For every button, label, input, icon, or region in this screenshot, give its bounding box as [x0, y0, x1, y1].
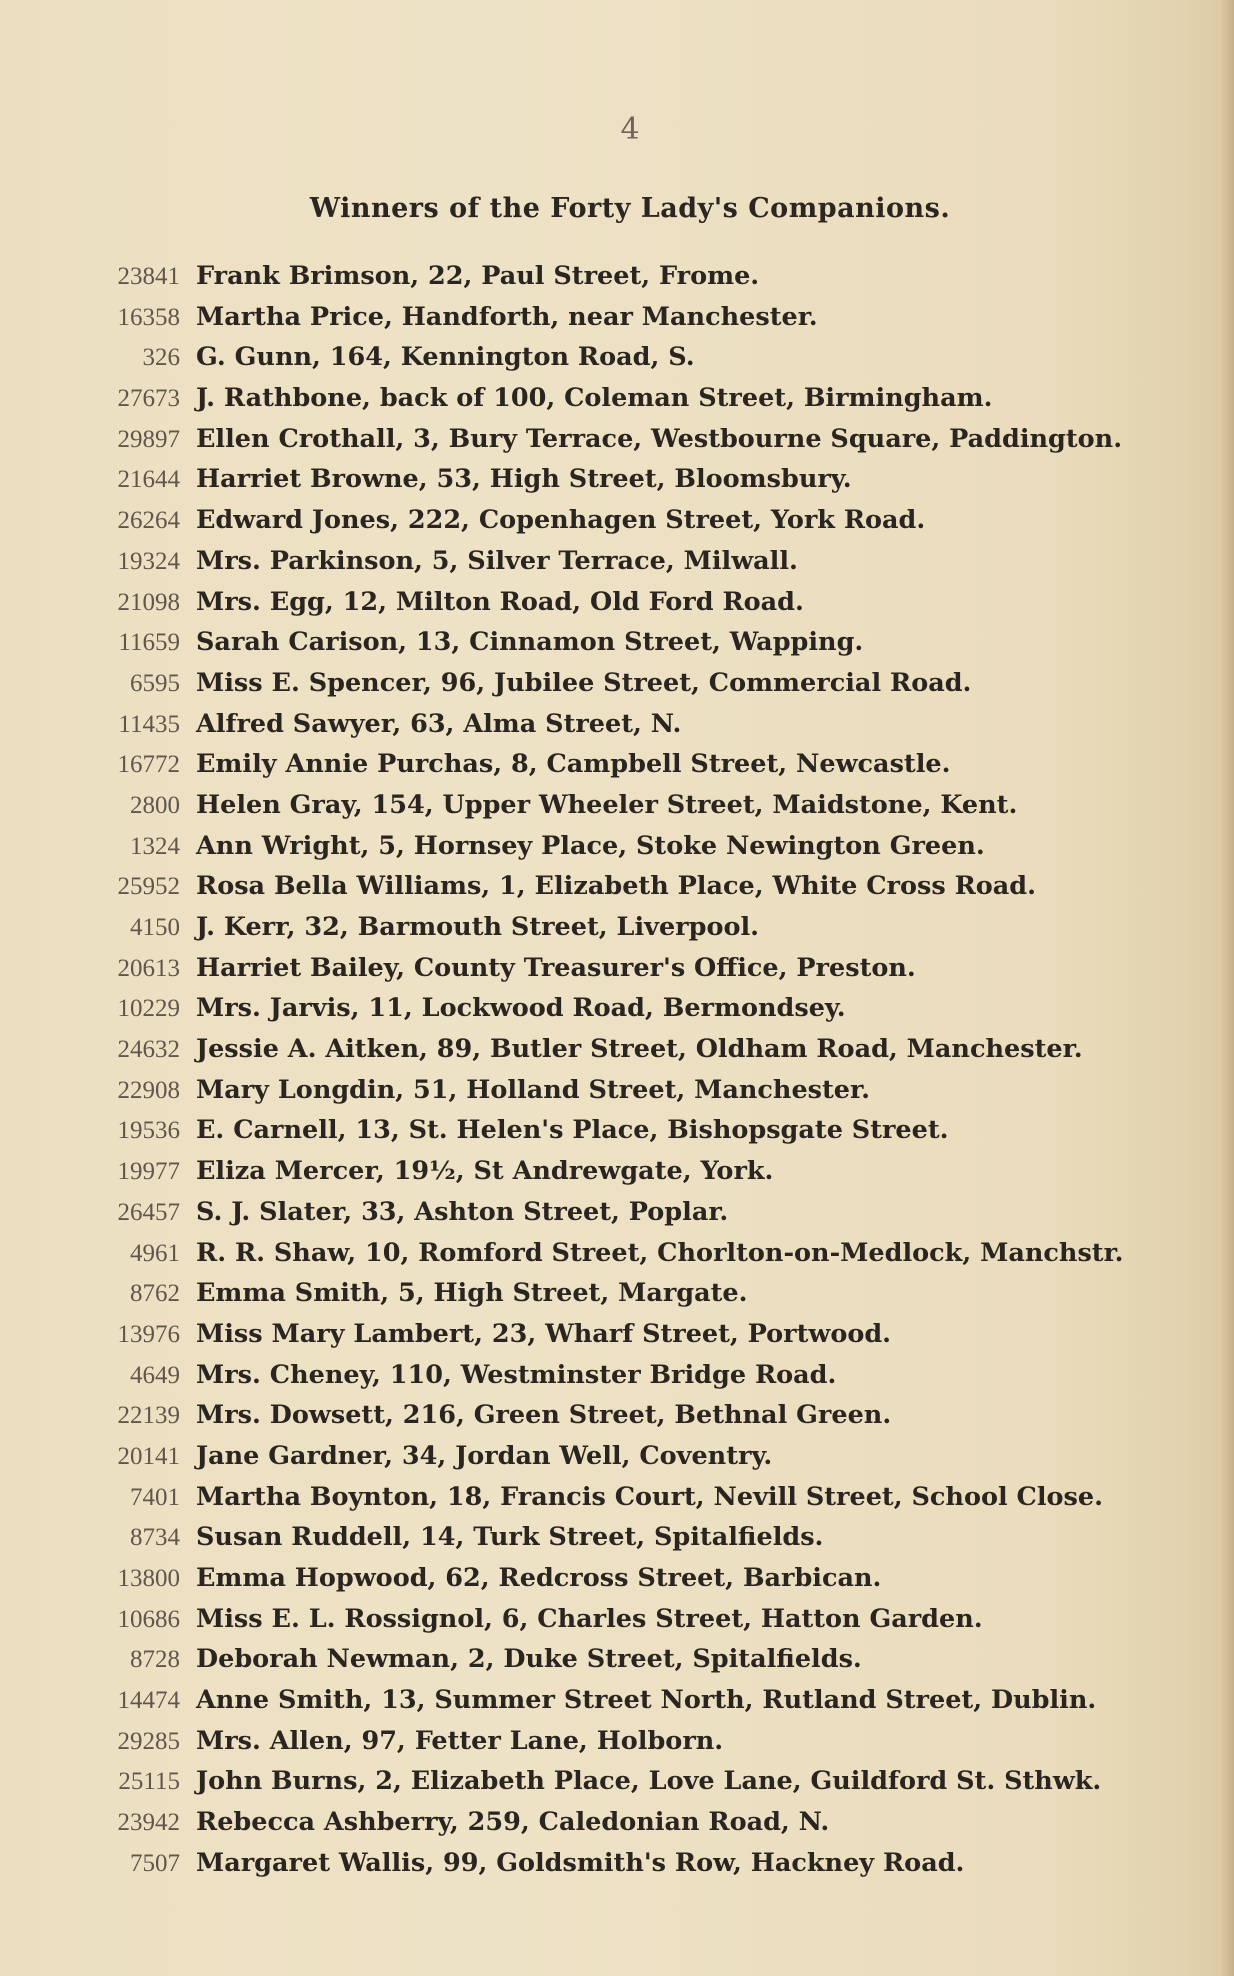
entry-number: 4649	[130, 1361, 180, 1389]
entry-text: Jessie A. Aitken, 89, Butler Street, Oldham Road, Manchester.	[196, 1034, 1083, 1065]
entry-number: 1324	[130, 832, 180, 860]
page-heading: Winners of the Forty Lady's Companions.	[309, 193, 951, 224]
entry-number: 22908	[117, 1076, 180, 1104]
list-item	[60, 831, 1170, 872]
list-item	[60, 1685, 1170, 1726]
list-item	[60, 383, 1170, 424]
entry-number: 4150	[130, 914, 180, 941]
entry-number: 23942	[117, 1809, 180, 1837]
entry-text: Deborah Newman, 2, Duke Street, Spitalfields.	[196, 1644, 862, 1675]
entry-text: Mary Longdin, 51, Holland Street, Manchester.	[196, 1074, 871, 1105]
entry-text: Mrs. Egg, 12, Milton Road, Old Ford Road.	[196, 586, 804, 617]
entry-text: J. Rathbone, back of 100, Coleman Street, Birmingham.	[196, 383, 993, 414]
entry-text: J. Kerr, 32, Barmouth Street, Liverpool.	[196, 912, 760, 942]
list-item	[60, 1278, 1170, 1319]
entry-number: 26457	[117, 1198, 180, 1226]
list-item	[60, 302, 1170, 343]
entry-text: Martha Price, Handforth, near Manchester.	[196, 301, 818, 332]
list-item	[60, 749, 1170, 790]
entry-text: Jane Gardner, 34, Jordan Well, Coventry.	[196, 1440, 773, 1471]
entry-text: Margaret Wallis, 99, Goldsmith's Row, Hackney Road.	[196, 1847, 965, 1878]
list-item	[60, 1197, 1170, 1238]
entry-number: 29285	[117, 1727, 180, 1755]
entry-number: 22139	[117, 1402, 180, 1430]
list-item	[60, 1156, 1170, 1197]
entry-number: 20613	[117, 954, 180, 982]
entry-number: 7507	[130, 1849, 180, 1877]
entry-text: Emma Hopwood, 62, Redcross Street, Barbican.	[196, 1563, 882, 1593]
list-item	[60, 261, 1170, 302]
entry-number: 8734	[130, 1524, 180, 1552]
list-item	[60, 871, 1170, 912]
list-item	[60, 1644, 1170, 1685]
list-item	[60, 1563, 1170, 1604]
list-item	[60, 1360, 1170, 1401]
list-item	[60, 709, 1170, 750]
entry-number: 20141	[117, 1442, 180, 1470]
list-item	[60, 1238, 1170, 1279]
list-item	[60, 953, 1170, 994]
entry-number: 29897	[117, 425, 180, 453]
list-item	[60, 993, 1170, 1034]
entry-text: Anne Smith, 13, Summer Street North, Rutland Street, Dublin.	[196, 1685, 1097, 1716]
list-item	[60, 342, 1170, 383]
list-item	[60, 1482, 1170, 1523]
entry-text: Sarah Carison, 13, Cinnamon Street, Wapping.	[196, 627, 864, 658]
entry-text: Frank Brimson, 22, Paul Street, Frome.	[196, 261, 760, 291]
list-item	[60, 1115, 1170, 1156]
list-item	[60, 505, 1170, 546]
entry-text: John Burns, 2, Elizabeth Place, Love Lane, Guildford St. Sthwk.	[196, 1766, 1102, 1797]
entry-text: Miss Mary Lambert, 23, Wharf Street, Portwood.	[196, 1318, 892, 1349]
entry-text: R. R. Shaw, 10, Romford Street, Chorlton-on-Medlock, Manchstr.	[196, 1237, 1124, 1268]
entry-number: 8762	[130, 1280, 180, 1308]
entry-number: 10686	[117, 1605, 180, 1633]
entry-number: 26264	[117, 507, 180, 535]
list-item	[60, 546, 1170, 587]
entry-text: Eliza Mercer, 19½, St Andrewgate, York.	[196, 1156, 774, 1187]
page-edge-shadow	[1220, 0, 1234, 1976]
entry-number: 24632	[117, 1036, 180, 1064]
entry-number: 13976	[117, 1320, 180, 1348]
list-item	[60, 627, 1170, 668]
entry-number: 25115	[118, 1768, 180, 1796]
list-item	[60, 1848, 1170, 1889]
entry-number: 25952	[117, 873, 180, 901]
list-item	[60, 912, 1170, 953]
entry-text: Susan Ruddell, 14, Turk Street, Spitalfields.	[196, 1522, 824, 1553]
entry-text: Rosa Bella Williams, 1, Elizabeth Place, White Cross Road.	[196, 871, 1037, 902]
entry-number: 14474	[117, 1687, 180, 1715]
entry-number: 19324	[117, 547, 180, 575]
entry-number: 16358	[117, 303, 180, 331]
list-item	[60, 1807, 1170, 1848]
list-item	[60, 790, 1170, 831]
list-item	[60, 1726, 1170, 1767]
entry-text: E. Carnell, 13, St. Helen's Place, Bishopsgate Street.	[196, 1115, 949, 1146]
list-item	[60, 1604, 1170, 1645]
entry-text: G. Gunn, 164, Kennington Road, S.	[196, 342, 695, 373]
entry-text: Harriet Bailey, County Treasurer's Office, Preston.	[196, 952, 916, 983]
list-item	[60, 1319, 1170, 1360]
list-item	[60, 1075, 1170, 1116]
entry-number: 21098	[117, 588, 180, 616]
list-item	[60, 1441, 1170, 1482]
entry-number: 8728	[130, 1646, 180, 1674]
entry-number: 7401	[130, 1483, 180, 1511]
entry-text: Emma Smith, 5, High Street, Margate.	[196, 1278, 748, 1309]
list-item	[60, 668, 1170, 709]
list-item	[60, 1034, 1170, 1075]
list-item	[60, 464, 1170, 505]
list-item	[60, 1766, 1170, 1807]
entry-number: 326	[142, 344, 180, 372]
entry-number: 23841	[117, 263, 180, 290]
entry-number: 27673	[117, 385, 180, 413]
entry-number: 19977	[117, 1158, 180, 1186]
entry-text: Edward Jones, 222, Copenhagen Street, York Road.	[196, 505, 926, 536]
entry-text: Mrs. Parkinson, 5, Silver Terrace, Milwall.	[196, 545, 798, 576]
entry-number: 19536	[117, 1117, 180, 1145]
entry-number: 13800	[117, 1565, 180, 1592]
list-item	[60, 1400, 1170, 1441]
list-item	[60, 587, 1170, 628]
entry-text: Ann Wright, 5, Hornsey Place, Stoke Newington Green.	[196, 830, 985, 861]
entry-text: Mrs. Allen, 97, Fetter Lane, Holborn.	[196, 1725, 724, 1756]
entry-text: Mrs. Dowsett, 216, Green Street, Bethnal Green.	[196, 1400, 892, 1431]
entry-number: 2800	[130, 791, 180, 819]
entry-number: 4961	[130, 1239, 180, 1267]
list-item	[60, 424, 1170, 465]
entry-text: Miss E. Spencer, 96, Jubilee Street, Commercial Road.	[196, 667, 972, 698]
entry-text: Mrs. Jarvis, 11, Lockwood Road, Bermondsey.	[196, 993, 846, 1024]
entry-number: 16772	[117, 751, 180, 779]
entry-number: 21644	[117, 466, 180, 494]
entry-text: Alfred Sawyer, 63, Alma Street, N.	[196, 708, 682, 739]
entry-number: 11435	[118, 710, 180, 738]
entry-number: 6595	[130, 669, 180, 697]
entry-text: Miss E. L. Rossignol, 6, Charles Street, Hatton Garden.	[196, 1603, 983, 1634]
list-item	[60, 1522, 1170, 1563]
entry-text: Rebecca Ashberry, 259, Caledonian Road, N.	[196, 1807, 830, 1838]
entry-text: Mrs. Cheney, 110, Westminster Bridge Road.	[196, 1359, 837, 1390]
entry-text: Emily Annie Purchas, 8, Campbell Street, Newcastle.	[196, 749, 951, 780]
entry-number: 10229	[117, 995, 180, 1023]
page-number: 4	[620, 112, 640, 147]
entry-text: Martha Boynton, 18, Francis Court, Nevill Street, School Close.	[196, 1481, 1103, 1512]
entry-text: S. J. Slater, 33, Ashton Street, Poplar.	[196, 1196, 729, 1227]
winners-list	[60, 261, 1170, 1889]
entry-text: Helen Gray, 154, Upper Wheeler Street, Maidstone, Kent.	[196, 789, 1018, 820]
entry-text: Ellen Crothall, 3, Bury Terrace, Westbourne Square, Paddington.	[196, 423, 1123, 454]
entry-number: 11659	[118, 629, 180, 657]
entry-text: Harriet Browne, 53, High Street, Bloomsbury.	[196, 464, 852, 495]
